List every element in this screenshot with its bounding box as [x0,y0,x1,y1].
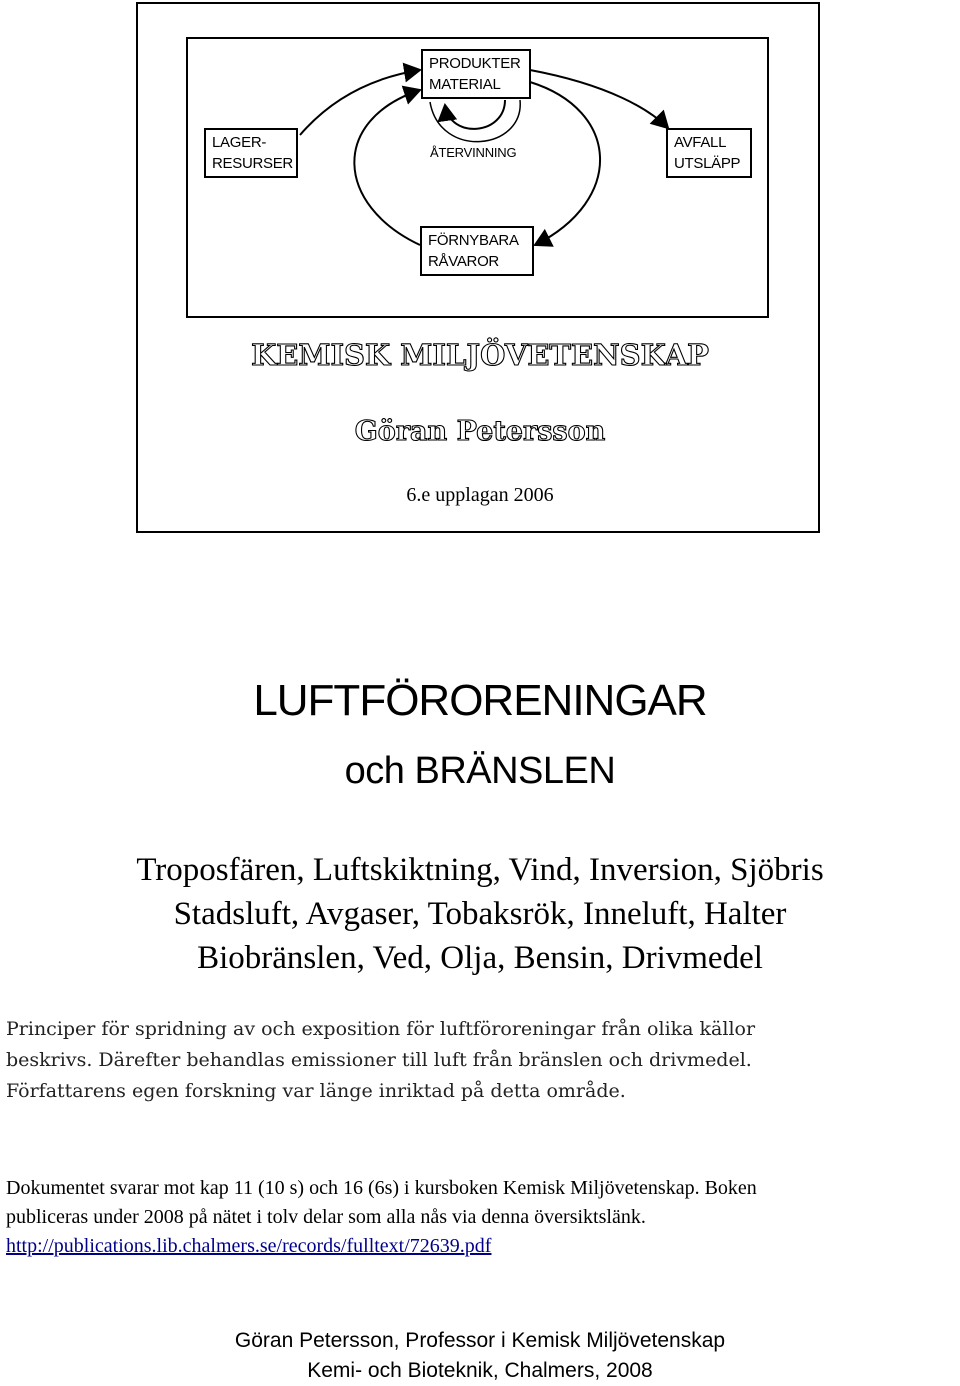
footer [0,1326,960,1386]
notes-line: Dokumentet svarar mot kap 11 (10 s) och 16 (6s) i kursboken Kemisk Miljövetenskap. Boken [6,1177,757,1199]
arrow-resources-to-products [300,70,420,135]
book-title: KEMISK MILJÖVETENSKAP [251,338,709,372]
arrow-recycling-loop [445,100,505,129]
stock-label: LAGER- [212,134,267,151]
arrow-products-to-waste [530,70,668,128]
topics-line-2: Stadsluft, Avgaser, Tobaksrök, Inneluft, Halter [173,896,787,932]
topics-line-1: Troposfären, Luftskiktning, Vind, Inversion, Sjöbris [136,852,824,888]
arrow-products-to-renewables [530,82,600,245]
arrow-renewables-to-products [354,90,420,245]
footer-author: Göran Petersson, Professor i Kemisk Miljövetenskap [234,1329,726,1352]
products-label: PRODUKTER [429,55,521,72]
material-label: MATERIAL [429,76,501,93]
notes-line: publiceras under 2008 på nätet i tolv delar som alla nås via denna översiktslänk. [6,1206,646,1228]
arrow-recycling-inner [430,100,520,142]
topics-line-3: Biobränslen, Ved, Olja, Bensin, Drivmedel [197,940,763,976]
renewable-label: FÖRNYBARA [428,232,519,249]
notes [6,1174,960,1261]
footer-affiliation: Kemi- och Bioteknik, Chalmers, 2008 [307,1359,653,1382]
recycling-label: ÅTERVINNING [430,145,517,160]
page-subtitle: och BRÄNSLEN [344,750,616,792]
edition-label: 6.e upplagan 2006 [406,484,554,506]
cover-author: Göran Petersson [354,416,606,447]
resources-label: RESURSER [212,155,293,172]
abstract [6,1014,956,1107]
waste-label: AVFALL [674,134,727,151]
raw-materials-label: RÅVAROR [428,253,499,270]
renewables-box [420,226,534,276]
abstract-line: beskrivs. Därefter behandlas emissioner till luft från bränslen och drivmedel. [6,1049,752,1071]
publication-link[interactable]: http://publications.lib.chalmers.se/records/fulltext/72639.pdf [6,1235,492,1257]
page-title: LUFTFÖRORENINGAR [253,676,707,725]
emissions-label: UTSLÄPP [674,155,741,172]
waste-box [666,128,752,178]
stock-resources-box [204,128,298,178]
products-box [421,49,531,99]
abstract-line: Principer för spridning av och exposition för luftföroreningar från olika källor [6,1018,756,1040]
abstract-line: Författarens egen forskning var länge inriktad på detta område. [6,1080,626,1102]
